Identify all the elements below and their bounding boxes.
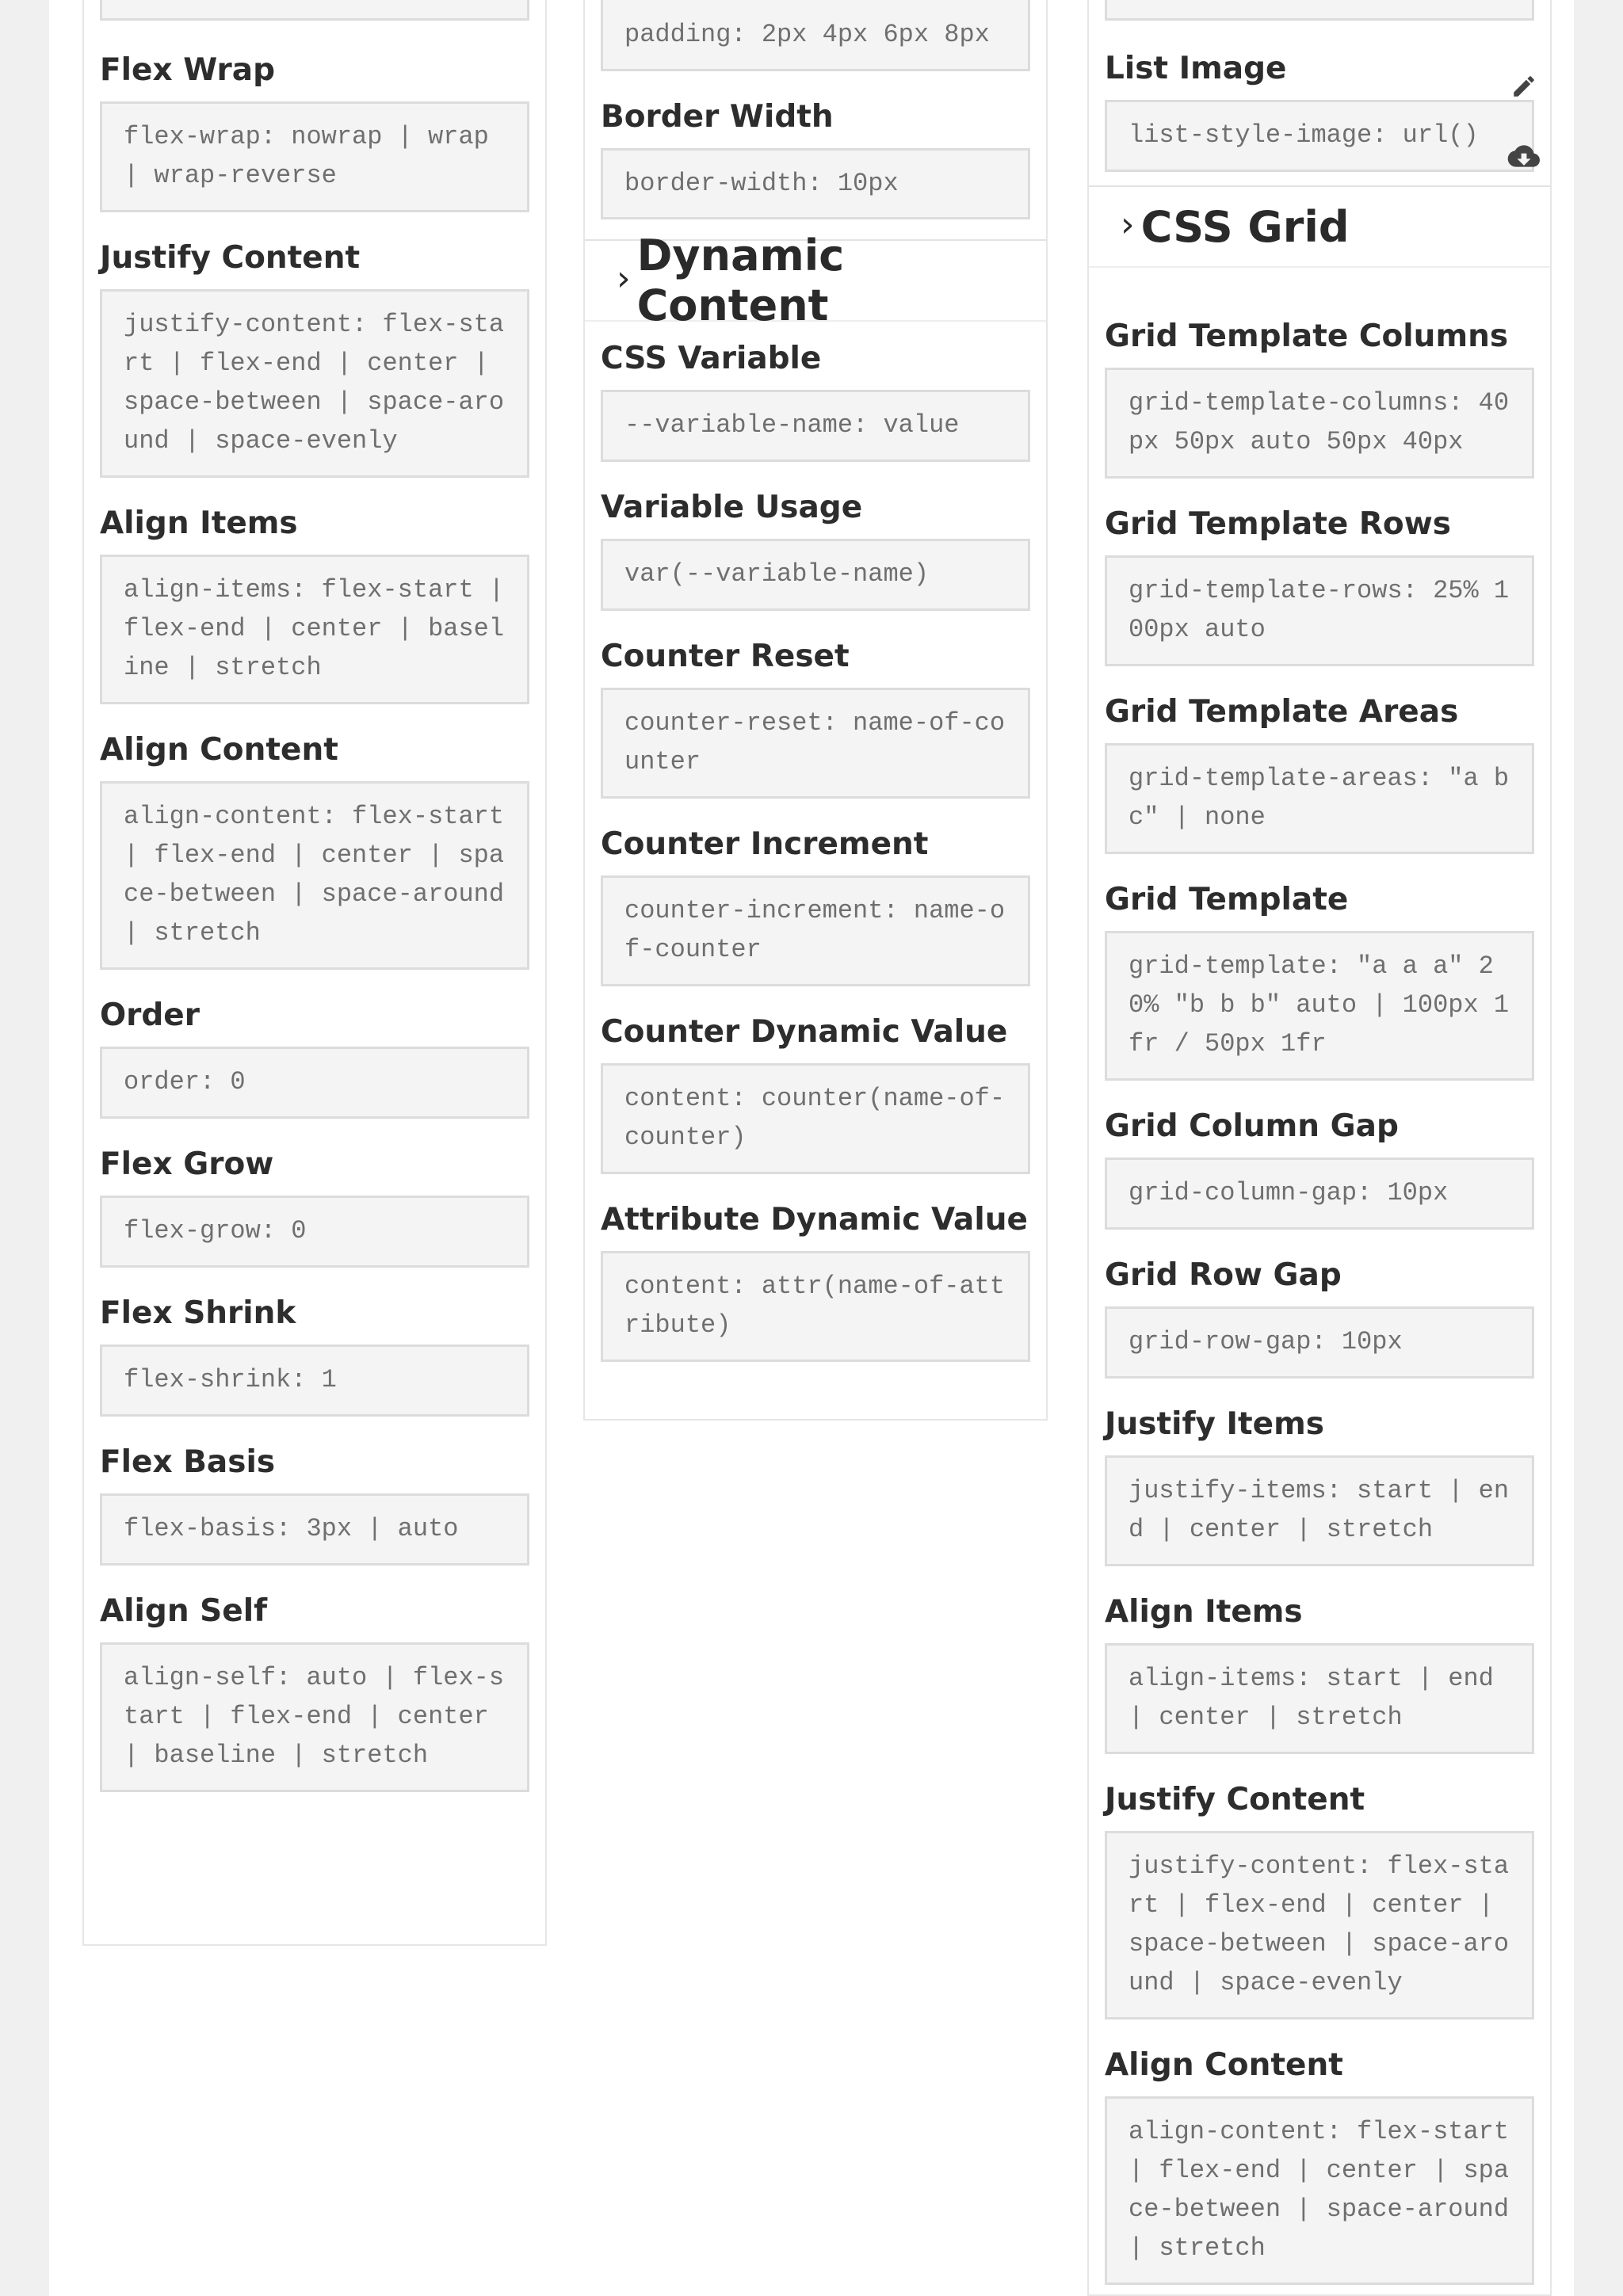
code-grid-template-rows[interactable]: grid-template-rows: 25% 100px auto — [1105, 555, 1534, 666]
code-align-self[interactable]: align-self: auto | flex-start | flex-end | center | baseline | stretch — [100, 1642, 529, 1792]
box-model-column — [583, 0, 1048, 1421]
prop-title-align-content: Align Content — [100, 732, 338, 768]
code-attribute-dynamic-value[interactable]: content: attr(name-of-attribute) — [601, 1251, 1030, 1362]
prop-title-justify-items: Justify Items — [1105, 1406, 1324, 1442]
prop-title-align-content: Align Content — [1105, 2047, 1343, 2083]
code-counter-reset[interactable]: counter-reset: name-of-counter — [601, 688, 1030, 799]
prop-title-flex-wrap: Flex Wrap — [100, 52, 275, 88]
code-flex-basis[interactable]: flex-basis: 3px | auto — [100, 1493, 529, 1566]
prop-title-align-self: Align Self — [100, 1593, 268, 1629]
prop-title-grid-template-areas: Grid Template Areas — [1105, 694, 1459, 730]
code-justify-content[interactable]: justify-content: flex-start | flex-end | center | space-between | space-around | space-evenly — [1105, 1831, 1534, 2019]
list-grid-column — [1087, 0, 1552, 2296]
box-model-column-inner — [601, 0, 1030, 219]
code-grid-row-gap[interactable]: grid-row-gap: 10px — [1105, 1306, 1534, 1379]
prop-title-attribute-dynamic-value: Attribute Dynamic Value — [601, 1202, 1028, 1238]
chevron-right-icon: › — [617, 258, 631, 299]
dynamic-content-section-header[interactable] — [583, 231, 1048, 330]
code-grid-column-gap[interactable]: grid-column-gap: 10px — [1105, 1158, 1534, 1230]
prop-title-counter-increment: Counter Increment — [601, 826, 929, 862]
section-title: CSS Grid — [1140, 201, 1350, 252]
code-variable-usage[interactable]: var(--variable-name) — [601, 539, 1030, 611]
prop-title-border-width: Border Width — [601, 99, 834, 135]
code-counter-dynamic-value[interactable]: content: counter(name-of-counter) — [601, 1063, 1030, 1174]
code-justify-content[interactable]: justify-content: flex-start | flex-end | center | space-between | space-around | space-evenly — [100, 289, 529, 478]
pencil-icon[interactable] — [1510, 73, 1537, 100]
code-align-items[interactable]: align-items: start | end | center | stretch — [1105, 1643, 1534, 1754]
flexbox-column-inner — [100, 0, 529, 1792]
code-list-image[interactable]: list-style-image: url() — [1105, 100, 1534, 172]
cloud-download-icon[interactable] — [1507, 143, 1541, 170]
code-counter-increment[interactable]: counter-increment: name-of-counter — [601, 875, 1030, 986]
prop-title-grid-template: Grid Template — [1105, 882, 1349, 917]
code-align-content[interactable]: align-content: flex-start | flex-end | center | space-between | space-around | stretch — [1105, 2096, 1534, 2285]
prop-title-align-items: Align Items — [100, 505, 298, 541]
prop-title-counter-dynamic-value: Counter Dynamic Value — [601, 1014, 1008, 1050]
prop-title-grid-column-gap: Grid Column Gap — [1105, 1108, 1399, 1144]
code-flex-shrink[interactable]: flex-shrink: 1 — [100, 1344, 529, 1417]
prop-title-counter-reset: Counter Reset — [601, 639, 850, 674]
prop-title-grid-row-gap: Grid Row Gap — [1105, 1257, 1342, 1293]
code-flex-grow[interactable]: flex-grow: 0 — [100, 1196, 529, 1268]
prop-title-align-items: Align Items — [1105, 1594, 1303, 1630]
code-box-partial — [100, 0, 529, 21]
dynamic-content-list — [601, 322, 1030, 1362]
prop-title-list-image: List Image — [1105, 51, 1287, 86]
code-grid-template-columns[interactable]: grid-template-columns: 40px 50px auto 50px 40px — [1105, 368, 1534, 479]
code-border-width[interactable]: border-width: 10px — [601, 148, 1030, 219]
prop-title-flex-grow: Flex Grow — [100, 1146, 274, 1182]
code-grid-template-areas[interactable]: grid-template-areas: "a b c" | none — [1105, 743, 1534, 854]
prop-title-order: Order — [100, 997, 200, 1033]
code-order[interactable]: order: 0 — [100, 1047, 529, 1119]
prop-title-flex-shrink: Flex Shrink — [100, 1295, 296, 1331]
css-grid-list — [1105, 268, 1534, 2285]
section-title: Dynamic Content — [636, 231, 845, 330]
code-align-items[interactable]: align-items: flex-start | flex-end | center | baseline | stretch — [100, 555, 529, 704]
code-justify-items[interactable]: justify-items: start | end | center | stretch — [1105, 1455, 1534, 1566]
prop-title-grid-template-rows: Grid Template Rows — [1105, 506, 1451, 542]
code-flex-wrap[interactable]: flex-wrap: nowrap | wrap | wrap-reverse — [100, 101, 529, 212]
chevron-right-icon: › — [1121, 204, 1135, 245]
prop-title-justify-content: Justify Content — [1105, 1782, 1365, 1817]
code-box-partial — [1105, 0, 1534, 21]
code-grid-template[interactable]: grid-template: "a a a" 20% "b b b" auto | 100px 1fr / 50px 1fr — [1105, 931, 1534, 1081]
prop-title-justify-content: Justify Content — [100, 240, 361, 276]
prop-title-grid-template-columns: Grid Template Columns — [1105, 318, 1509, 354]
prop-title-variable-usage: Variable Usage — [601, 490, 863, 525]
prop-title-css-variable: CSS Variable — [601, 341, 822, 376]
code-css-variable[interactable]: --variable-name: value — [601, 390, 1030, 462]
code-align-content[interactable]: align-content: flex-start | flex-end | center | space-between | space-around | stretch — [100, 781, 529, 970]
css-grid-section-header[interactable] — [1087, 185, 1552, 268]
prop-title-flex-basis: Flex Basis — [100, 1444, 276, 1480]
code-padding[interactable]: padding: 2px 4px 6px 8px — [601, 0, 1030, 71]
list-column-inner — [1105, 0, 1534, 172]
flexbox-column — [82, 0, 547, 1946]
